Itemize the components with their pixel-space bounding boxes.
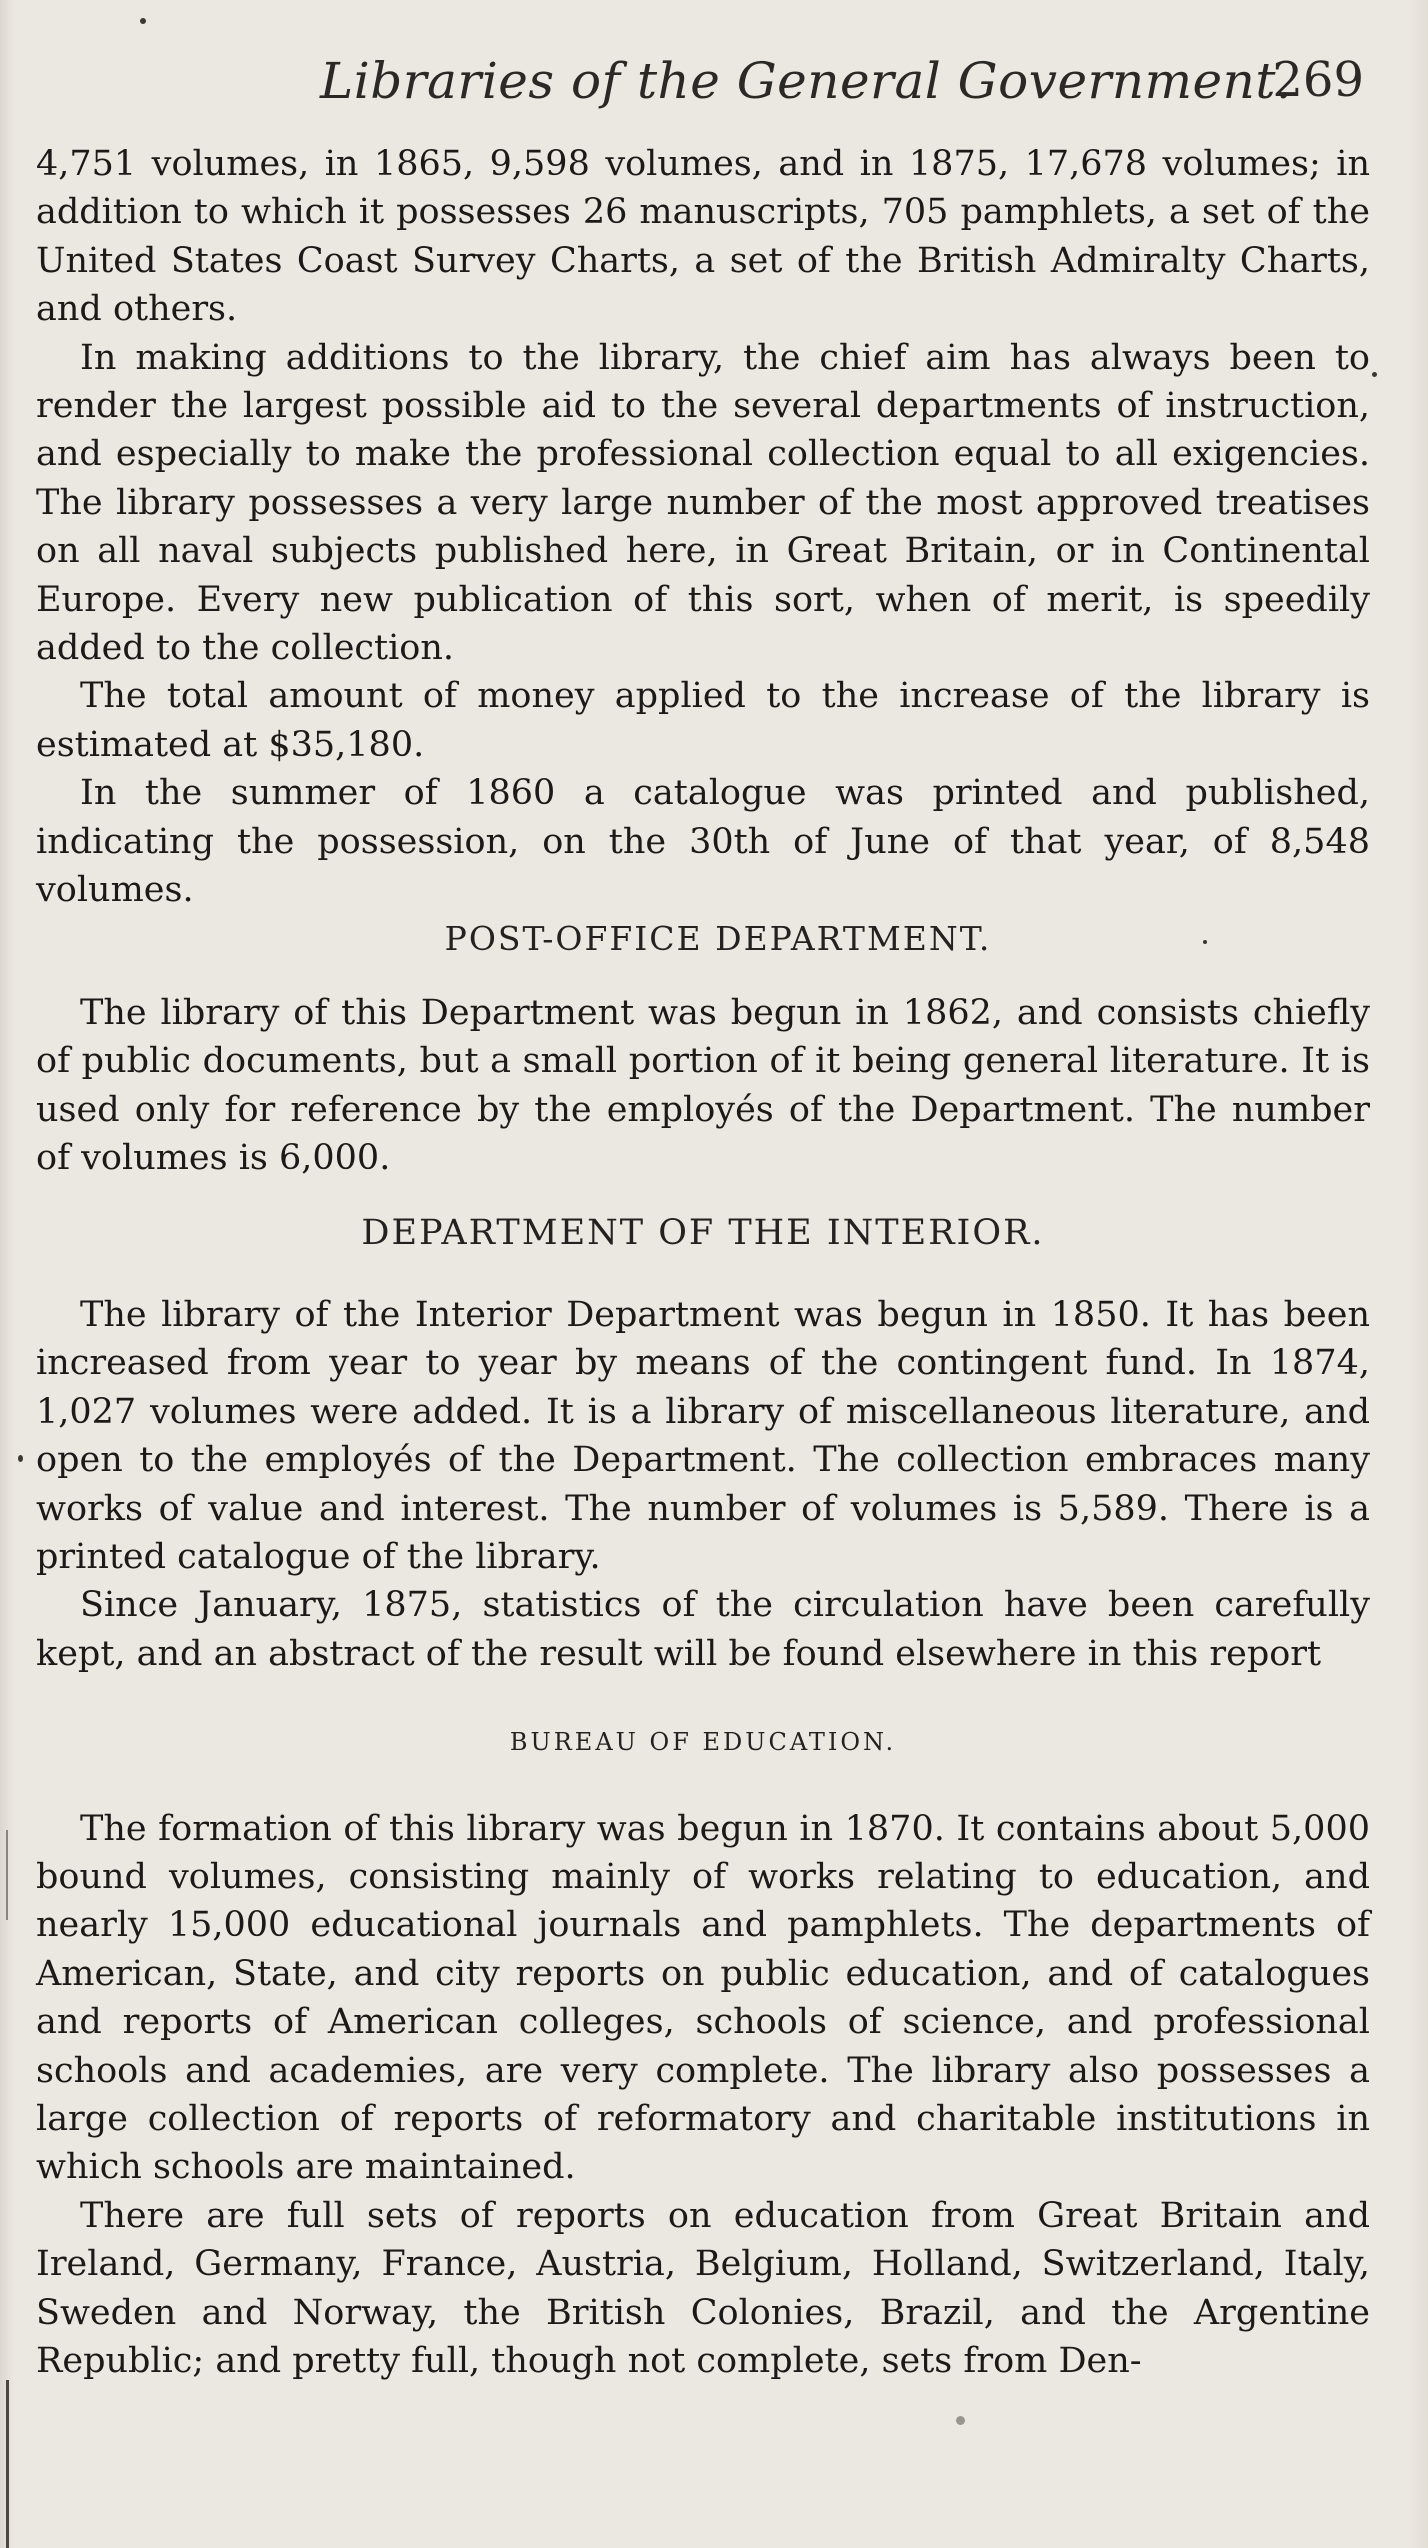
body-text: [36, 140, 1370, 2385]
margin-mark: [6, 2380, 9, 2548]
paragraph-total-amount: The total amount of money applied to the increase of the library is estimated at $35,180.: [36, 676, 1370, 765]
paragraph-bureau-reports: There are full sets of reports on education from Great Britain and Ireland, Germany, France, Austria, Belgium, Holland, Switzerland, Italy, Sweden and Norway, the British Colonies, Brazil, and the Argentine Republic; and pretty full, though not complete, sets from Den-: [36, 2195, 1370, 2382]
ink-speck: [1372, 372, 1377, 377]
ink-speck: [1203, 940, 1207, 944]
running-title: Libraries of the General Government.: [320, 52, 1293, 110]
paragraph-continued: 4,751 volumes, in 1865, 9,598 volumes, and in 1875, 17,678 volumes; in addition to which it possesses 26 manuscripts, 705 pamphlets, a set of the United States Coast Survey Charts, a set of the British Admiralty Charts, and others.: [36, 144, 1370, 330]
ink-speck: [956, 2416, 965, 2425]
page-header: [0, 52, 1428, 122]
ink-speck: [140, 18, 146, 24]
section-heading-bureau-education: BUREAU OF EDUCATION.: [509, 1728, 897, 1757]
paragraph-bureau-formation: The formation of this library was begun in 1870. It contains about 5,000 bound volumes, consisting mainly of works relating to education, and nearly 15,000 educational journals and pamphlets. The departments of American, State, and city reports on public education, and of catalogues and reports of American colleges, schools of science, and professional schools and academies, are very complete. The library also possesses a large collection of reports of reformatory and charitable institutions in which schools are maintained.: [36, 1808, 1370, 2188]
paragraph-interior-library: The library of the Interior Department was begun in 1850. It has been increased from year to year by means of the contingent fund. In 1874, 1,027 volumes were added. It is a library of miscellaneous literature, and open to the employés of the Department. The collection embraces many works of value and interest. The number of volumes is 5,589. There is a printed catalogue of the library.: [36, 1294, 1370, 1577]
ink-speck: [18, 1455, 23, 1462]
paragraph-additions: In making additions to the library, the chief aim has always been to render the largest possible aid to the several departments of instruction, and especially to make the professional collection equal to all exigencies. The library possesses a very large number of the most approved treatises on all naval subjects published here, in Great Britain, or in Continental Europe. Every new publication of this sort, when of merit, is speedily added to the collection.: [36, 337, 1370, 669]
section-heading-interior: DEPARTMENT OF THE INTERIOR.: [361, 1212, 1045, 1253]
paragraph-post-office: The library of this Department was begun in 1862, and consists chiefly of public documents, but a small portion of it being general literature. It is used only for reference by the employés of the Department. The number of volumes is 6,000.: [36, 992, 1370, 1179]
margin-mark: [6, 1830, 8, 1920]
paragraph-interior-statistics: Since January, 1875, statistics of the circulation have been carefully kept, and an abstract of the result will be found elsewhere in this report: [36, 1585, 1370, 1674]
section-heading-post-office: POST-OFFICE DEPARTMENT.: [444, 918, 992, 958]
page-number: 269: [1272, 52, 1364, 108]
paragraph-catalogue-1860: In the summer of 1860 a catalogue was printed and published, indicating the possession, on the 30th of June of that year, of 8,548 volumes.: [36, 773, 1370, 911]
